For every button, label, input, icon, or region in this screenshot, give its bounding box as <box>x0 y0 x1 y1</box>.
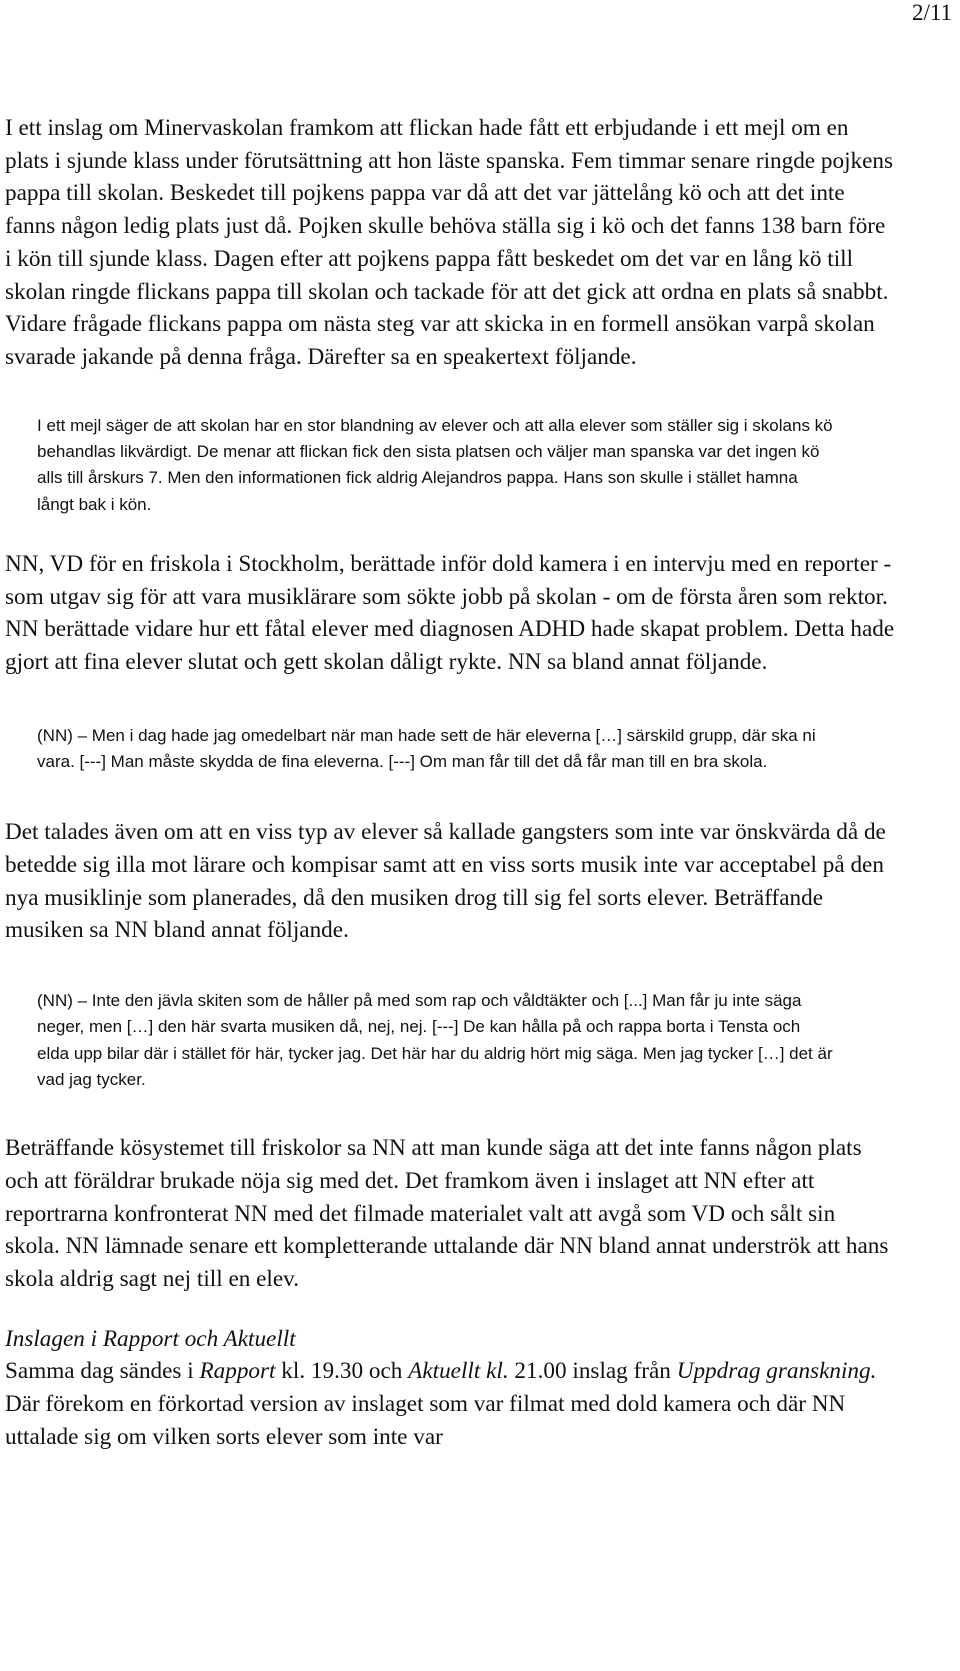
paragraph-vd-interview: NN, VD för en friskola i Stockholm, berättade inför dold kamera i en intervju med en reporter - som utgav sig för att vara musiklärare som sökte jobb på skolan - om de första åren som rektor. NN berättade vidare hur ett fåtal elever med diagnosen ADHD hade skapat problem. Detta hade gjort att fina elever slutat och gett skolan dåligt rykte. NN sa bland annat följande. <box>5 550 895 675</box>
document-body <box>5 112 895 1454</box>
paragraph-text-segment: kl. 19.30 och <box>275 1358 409 1385</box>
page-number: 2/11 <box>911 0 952 25</box>
quote-nn-music: (NN) – Inte den jävla skiten som de håller på med som rap och våldtäkter och [...] Man får ju inte säga neger, men […] den här svarta musiken då, nej, nej. [---] De kan hålla på och rappa borta i Tensta och elda upp bilar där i stället för här, tycker jag. Det här har du aldrig hört mig säga. Men jag tycker […] det är vad jag tycker. <box>37 991 833 1089</box>
paragraph-gangsters-music: Det talades även om att en viss typ av elever så kallade gangsters som inte var önskvärda då de betedde sig illa mot lärare och kompisar samt att en viss sorts musik inte var acceptabel på den nya musiklinje som planerades, då den musiken drog till sig fel sorts elever. Beträffande musiken sa NN bland annat följande. <box>5 819 886 944</box>
paragraph-queue-system: Beträffande kösystemet till friskolor sa NN att man kunde säga att det inte fanns någon plats och att föräldrar brukade nöja sig med det. Det framkom även i inslaget att NN efter att reportrarna konfronterat NN med det filmade materialet valt att avgå som VD och sålt sin skola. NN lämnade senare ett kompletterande uttalande där NN bland annat underströk att hans skola aldrig sagt nej till en elev. <box>5 1135 889 1293</box>
paragraph-text-segment: 21.00 inslag från <box>508 1358 677 1385</box>
paragraph-text-segment: Samma dag sändes i <box>5 1358 200 1385</box>
section-heading-rapport-aktuellt: Inslagen i Rapport och Aktuellt <box>5 1325 296 1352</box>
program-name-aktuellt: Aktuellt kl. <box>408 1358 509 1385</box>
program-name-rapport: Rapport <box>199 1358 276 1385</box>
quote-speakertext: I ett mejl säger de att skolan har en stor blandning av elever och att alla elever som ställer sig i skolans kö behandlas likvärdigt. De menar att flickan fick den sista platsen och väljer man spanska var det ingen kö alls till årskurs 7. Men den informationen fick aldrig Alejandros pappa. Hans son skulle i stället hamna långt bak i kön. <box>37 415 833 514</box>
paragraph-rapport-aktuellt <box>5 1355 895 1453</box>
program-name-uppdrag-granskning: Uppdrag granskning. <box>676 1358 877 1385</box>
quote-nn-special-group: (NN) – Men i dag hade jag omedelbart när man hade sett de här eleverna […] särskild grupp, där ska ni vara. [---] Man måste skydda de fina eleverna. [---] Om man får till det då får man till en bra skola. <box>37 725 816 771</box>
paragraph-text-segment: Där förekom en förkortad version av inslaget som var filmat med dold kamera och där NN uttalade sig om vilken sorts elever som inte var <box>5 1391 846 1450</box>
paragraph-minervaskolan: I ett inslag om Minervaskolan framkom att flickan hade fått ett erbjudande i ett mejl om en plats i sjunde klass under förutsättning att hon läste spanska. Fem timmar senare ringde pojkens pappa till skolan. Beskedet till pojkens pappa var då att det var jättelång kö och att det inte fanns någon ledig plats just då. Pojken skulle behöva ställa sig i kö och det fanns 138 barn före i kön till sjunde klass. Dagen efter att pojkens pappa fått beskedet om det var en lång kö till skolan ringde flickans pappa till skolan och tackade för att det gick att ordna en plats så snabbt. Vidare frågade flickans pappa om nästa steg var att skicka in en formell ansökan varpå skolan svarade jakande på denna fråga. Därefter sa en speakertext följande. <box>5 115 894 370</box>
